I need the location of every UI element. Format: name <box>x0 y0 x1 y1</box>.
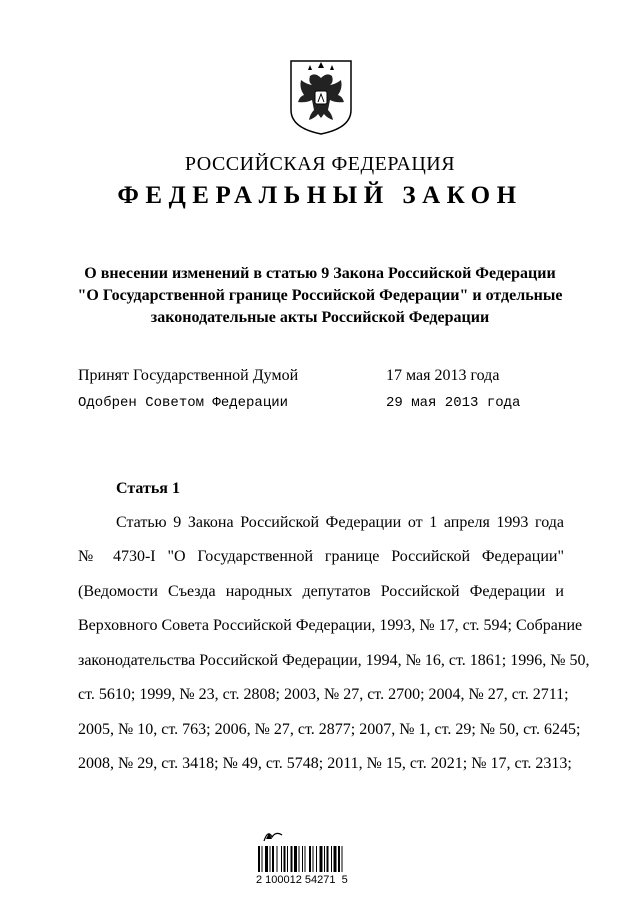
article-text-line: 2005, № 10, ст. 763; 2006, № 27, ст. 2877; 2007, № 1, ст. 29; № 50, ст. 6245; <box>78 721 581 738</box>
law-title-line: законодательные акты Российской Федерации <box>150 309 490 326</box>
law-title-line: О внесении изменений в статью 9 Закона Российской Федерации <box>84 265 556 282</box>
article-heading: Статья 1 <box>116 480 180 497</box>
approval-council-row <box>78 395 521 411</box>
barcode-mark-icon <box>262 827 284 843</box>
adoption-duma-row <box>78 367 500 385</box>
article-text-line: Статью 9 Закона Российской Федерации от 1 апреля 1993 года <box>116 514 564 531</box>
document-type: ФЕДЕРАЛЬНЫЙ ЗАКОН <box>117 182 523 209</box>
barcode-number: 2 100012 54271 5 <box>256 874 348 886</box>
adoption-duma-label: Принят Государственной Думой <box>78 367 299 384</box>
article-text-line: № 4730-I "О Государственной границе Российской Федерации" <box>78 548 564 565</box>
coat-of-arms-icon <box>288 58 354 136</box>
article-text-line: ст. 5610; 1999, № 23, ст. 2808; 2003, № 27, ст. 2700; 2004, № 27, ст. 2711; <box>78 686 569 703</box>
article-text-line: 2008, № 29, ст. 3418; № 49, ст. 5748; 2011, № 15, ст. 2021; № 17, ст. 2313; <box>78 755 572 772</box>
article-text-line: законодательства Российской Федерации, 1994, № 16, ст. 1861; 1996, № 50, <box>78 652 590 669</box>
article-text-line: (Ведомости Съезда народных депутатов Российской Федерации и <box>78 583 564 600</box>
law-title <box>0 263 640 329</box>
adoption-duma-date: 17 мая 2013 года <box>386 367 500 384</box>
approval-council-date: 29 мая 2013 года <box>386 395 521 411</box>
country-name: РОССИЙСКАЯ ФЕДЕРАЦИЯ <box>184 153 456 175</box>
approval-council-label: Одобрен Советом Федерации <box>78 395 289 411</box>
barcode-icon <box>258 846 380 872</box>
law-title-line: "О Государственной границе Российской Федерации" и отдельные <box>77 287 563 304</box>
article-text-line: Верховного Совета Российской Федерации, 1993, № 17, ст. 594; Собрание <box>78 617 583 634</box>
